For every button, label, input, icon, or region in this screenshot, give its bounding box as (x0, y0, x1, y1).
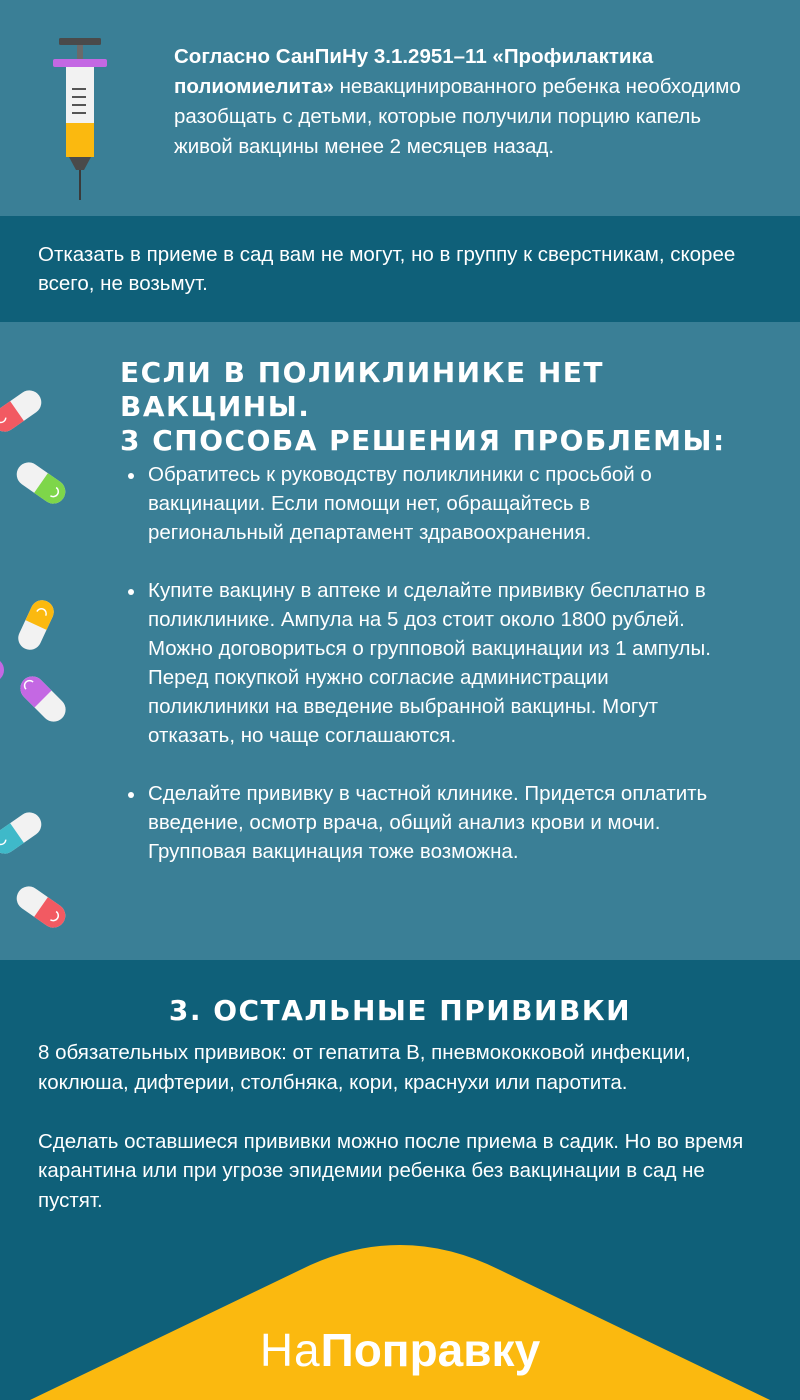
list-item: Обратитесь к руководству поликлиники с просьбой о вакцинации. Если помощи нет, обращайтесь в региональный департамент здравоохранения. (128, 460, 728, 547)
logo-part-1: На (259, 1324, 321, 1376)
pill-yellow-icon (6, 594, 66, 656)
other-vaccines-section (0, 960, 800, 1400)
other-vaccines-heading: 3. ОСТАЛЬНЫЕ ПРИВИВКИ (168, 994, 632, 1027)
other-vaccines-paragraph-2: Сделать оставшиеся прививки можно после приема в садик. Но во время карантина или при угрозе эпидемии ребенка без вакцинации в сад не пустят. (38, 1129, 744, 1212)
pill-purple-icon (12, 668, 74, 730)
pill-teal-icon (0, 802, 48, 864)
intro-bold: Согласно СанПиНу 3.1.2951–11 «Профилактика полиомиелита» (174, 45, 654, 98)
pill-purple-icon (0, 652, 10, 688)
pill-red-icon (0, 380, 48, 442)
list-item: Сделайте прививку в частной клинике. Придется оплатить введение, осмотр врача, общий анализ крови и мочи. Групповая вакцинация тоже возможна. (128, 779, 728, 866)
logo-part-2: Поправку (320, 1324, 541, 1376)
intro-text (174, 42, 764, 162)
logo (0, 1322, 800, 1378)
syringe-icon (50, 34, 110, 204)
no-vaccine-heading (120, 356, 780, 458)
intro-section (0, 0, 800, 216)
other-vaccines-text (38, 1038, 768, 1215)
refusal-text: Отказать в приеме в сад вам не могут, но в группу к сверстникам, скорее всего, не возьмут. (38, 243, 736, 295)
other-vaccines-paragraph-1: 8 обязательных прививок: от гепатита В, пневмококковой инфекции, коклюша, дифтерии, столбняка, кори, краснухи или паротита. (38, 1041, 691, 1094)
list-item: Купите вакцину в аптеке и сделайте прививку бесплатно в поликлинике. Ампула на 5 доз стоит около 1800 рублей. Можно договориться о групповой вакцинации из 1 ампулы. Перед покупкой нужно согласие администрации поликлиники на введение выбранной вакцины. Могут отказать, но чаще соглашаются. (128, 576, 728, 750)
no-vaccine-section (0, 322, 800, 960)
intro-rest: невакцинированного ребенка необходимо разобщать с детьми, которые получили порцию капель живой вакцины менее 2 месяцев назад. (174, 75, 741, 158)
pill-red-icon (10, 876, 72, 938)
no-vaccine-heading-line2: 3 СПОСОБА РЕШЕНИЯ ПРОБЛЕМЫ: (120, 424, 726, 457)
refusal-section (0, 216, 800, 322)
no-vaccine-heading-line1: ЕСЛИ В ПОЛИКЛИНИКЕ НЕТ ВАКЦИНЫ. (120, 356, 604, 423)
methods-list (128, 460, 728, 895)
pill-green-icon (10, 452, 72, 514)
